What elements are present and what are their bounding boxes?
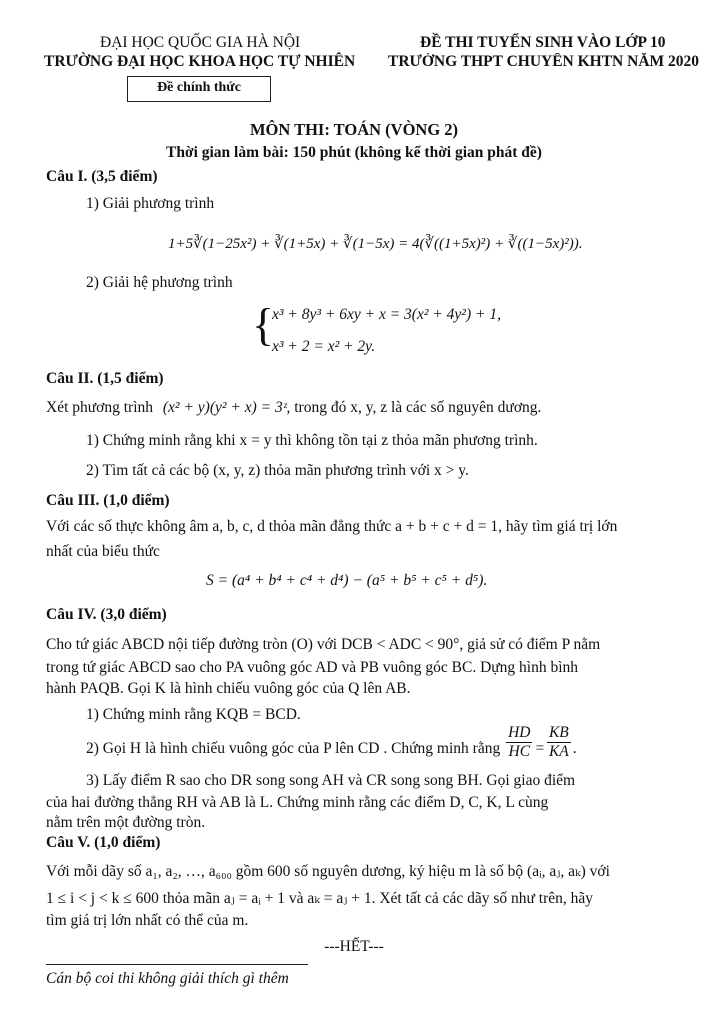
- q4-heading: Câu IV. (3,0 điểm): [46, 606, 167, 623]
- q5-heading: Câu V. (1,0 điểm): [46, 834, 161, 851]
- end-marker: ---HẾT---: [324, 938, 384, 955]
- faculty-name: TRƯỜNG ĐẠI HỌC KHOA HỌC TỰ NHIÊN: [44, 53, 356, 70]
- q1-part1: 1) Giải phương trình: [86, 195, 215, 212]
- q3-line1: Với các số thực không âm a, b, c, d thỏa mãn đẳng thức a + b + c + d = 1, hãy tìm giá trị lớn: [46, 518, 618, 535]
- university-name: ĐẠI HỌC QUỐC GIA HÀ NỘI: [100, 34, 301, 51]
- q4-line3: hành PAQB. Gọi K là hình chiếu vuông góc của Q lên AB.: [46, 680, 411, 697]
- footer-note: Cán bộ coi thi không giải thích gì thêm: [46, 970, 289, 987]
- q2-heading: Câu II. (1,5 điểm): [46, 370, 164, 387]
- school-year: TRƯỜNG THPT CHUYÊN KHTN NĂM 2020: [388, 53, 700, 70]
- q4-part2-text: 2) Gọi H là hình chiếu vuông góc của P lên CD . Chứng minh rằng: [86, 740, 501, 758]
- q4-line1: Cho tứ giác ABCD nội tiếp đường tròn (O) với DCB < ADC < 90°, giả sử có điểm P nằm: [46, 636, 601, 653]
- q1-equation: 1+5∛(1−25x²) + ∛(1+5x) + ∛(1−5x) = 4(∛((1+5x)²) + ∛((1−5x)²)).: [168, 236, 583, 252]
- system-eq2: x³ + 2 = x² + 2y.: [272, 338, 376, 355]
- q5-line3: tìm giá trị lớn nhất có thể của m.: [46, 912, 249, 929]
- exam-title: ĐỀ THI TUYỂN SINH VÀO LỚP 10: [420, 34, 666, 51]
- q3-line2: nhất của biểu thức: [46, 543, 160, 560]
- frac-hc: HC: [508, 743, 531, 760]
- q4-part3-line2: của hai đường thẳng RH và AB là L. Chứng minh rằng các điểm D, C, K, L cùng: [46, 794, 549, 811]
- q4-part3-line3: nằm trên một đường tròn.: [46, 814, 206, 831]
- q2-part2: 2) Tìm tất cả các bộ (x, y, z) thỏa mãn phương trình với x > y.: [86, 462, 469, 479]
- q5-line1: Với mỗi dãy số a₁, a₂, …, a₆₀₀ gồm 600 số nguyên dương, ký hiệu m là số bộ (aᵢ, aⱼ, aₖ) với: [46, 863, 610, 880]
- q3-equation: S = (a⁴ + b⁴ + c⁴ + d⁴) − (a⁵ + b⁵ + c⁵ + d⁵).: [206, 572, 488, 589]
- q4-line2: trong tứ giác ABCD sao cho PA vuông góc AD và PB vuông góc BC. Dựng hình bình: [46, 659, 579, 676]
- q4-part2: 2) Gọi H là hình chiếu vuông góc của P lên CD . Chứng minh rằng $\frac{HD}{HC}$ = $\frac{KB}{KA}$ .: [86, 724, 577, 760]
- q4-part3-line1: 3) Lấy điểm R sao cho DR song song AH và CR song song BH. Gọi giao điểm: [86, 772, 576, 789]
- q5-line2: 1 ≤ i < j < k ≤ 600 thỏa mãn aⱼ = aᵢ + 1 và aₖ = aⱼ + 1. Xét tất cả các dãy số như trên, hãy: [46, 890, 594, 907]
- q1-heading: Câu I. (3,5 điểm): [46, 168, 158, 185]
- q2-intro-a: Xét phương trình: [46, 399, 154, 416]
- q2-intro: [46, 399, 541, 417]
- time-note: Thời gian làm bài: 150 phút (không kể thời gian phát đề): [166, 144, 542, 161]
- frac-ka: KA: [548, 743, 569, 760]
- q2-equation: (x² + y)(y² + x) = 3ᶻ: [162, 399, 287, 416]
- q4-part1: 1) Chứng minh rằng KQB = BCD.: [86, 706, 301, 723]
- fraction-kb-ka: [547, 724, 571, 761]
- fraction-hd-hc: [506, 724, 532, 761]
- official-label: Đề chính thức: [157, 80, 241, 95]
- frac-kb: KB: [548, 724, 569, 741]
- q2-part1: 1) Chứng minh rằng khi x = y thì không tồn tại z thỏa mãn phương trình.: [86, 432, 538, 449]
- q3-heading: Câu III. (1,0 điểm): [46, 492, 170, 509]
- system-brace: {: [252, 299, 275, 350]
- subject-title: MÔN THI: TOÁN (VÒNG 2): [249, 120, 459, 139]
- q2-intro-b: , trong đó x, y, z là các số nguyên dương.: [286, 399, 542, 416]
- frac-hd: HD: [508, 724, 531, 741]
- q1-part2: 2) Giải hệ phương trình: [86, 274, 233, 291]
- footer-divider: [46, 964, 308, 965]
- system-eq1: x³ + 8y³ + 6xy + x = 3(x² + 4y²) + 1,: [272, 306, 501, 323]
